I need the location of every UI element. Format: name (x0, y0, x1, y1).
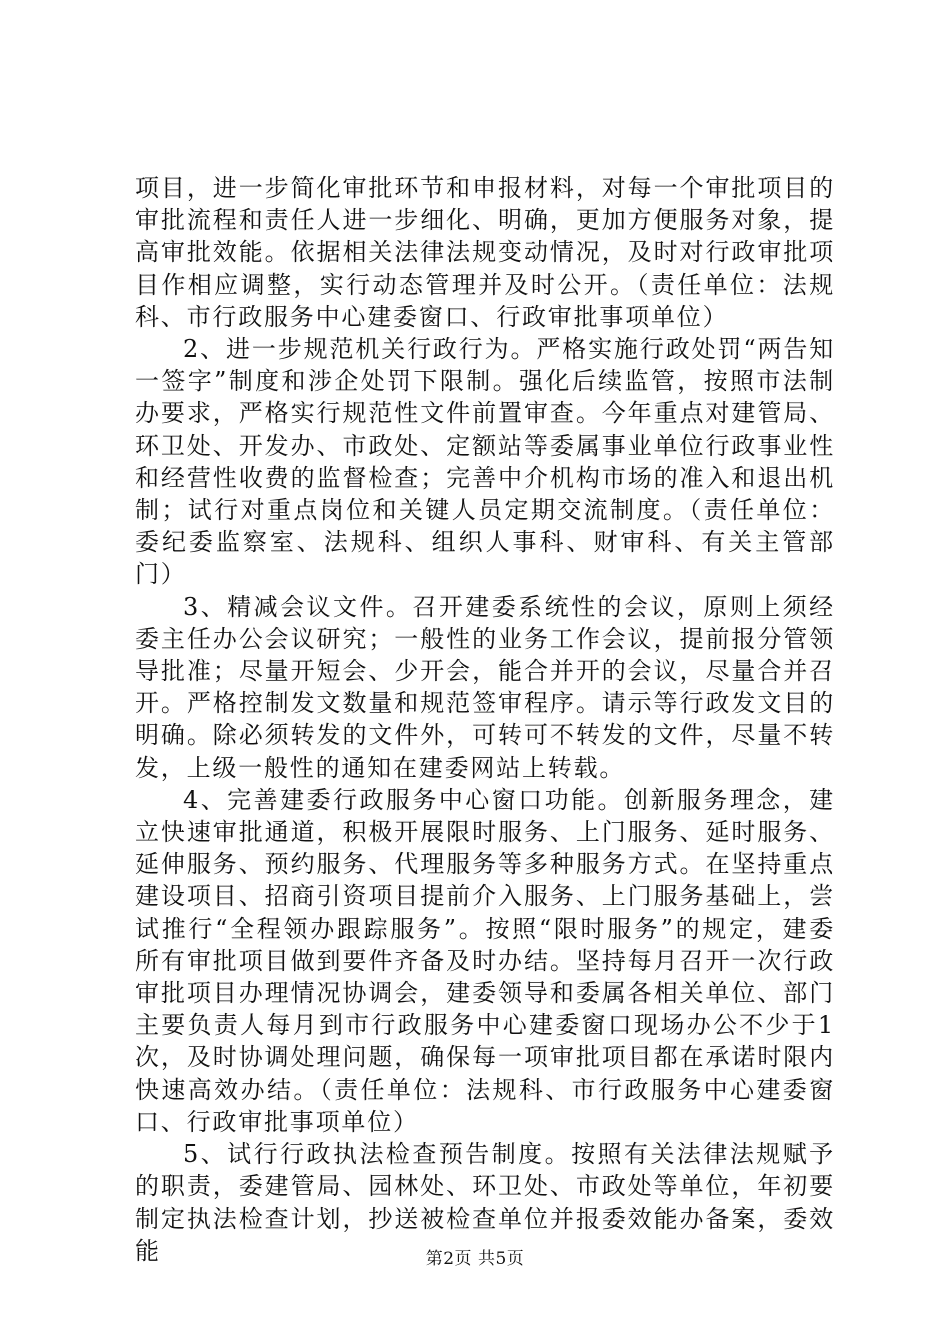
paragraph-item-2: 2、进一步规范机关行政行为。严格实施行政处罚“两告知一签字”制度和涉企处罚下限制。强化后续监管，按照市法制办要求，严格实行规范性文件前置审查。今年重点对建管局、环卫处、开发办、市政处、定额站等委属事业单位行政事业性和经营性收费的监督检查；完善中介机构市场的准入和退出机制；试行对重点岗位和关键人员定期交流制度。（责任单位：委纪委监察室、法规科、组织人事科、财审科、有关主管部门） (135, 335, 835, 589)
body-text (135, 172, 835, 1267)
paragraph-continuation: 项目，进一步简化审批环节和申报材料，对每一个审批项目的审批流程和责任人进一步细化、明确，更加方便服务对象，提高审批效能。依据相关法律法规变动情况，及时对行政审批项目作相应调整，实行动态管理并及时公开。（责任单位：法规科、市行政服务中心建委窗口、行政审批事项单位） (135, 174, 835, 331)
paragraph-item-5: 5、试行行政执法检查预告制度。按照有关法律法规赋予的职责，委建管局、园林处、环卫处、市政处等单位，年初要制定执法检查计划，抄送被检查单位并报委效能办备案，委效能 (135, 1140, 835, 1265)
paragraph-item-3: 3、精减会议文件。召开建委系统性的会议，原则上须经委主任办公会议研究；一般性的业务工作会议，提前报分管领导批准；尽量开短会、少开会，能合并开的会议，尽量合并召开。严格控制发文数量和规范签审程序。请示等行政发文目的明确。除必须转发的文件外，可转可不转发的文件，尽量不转发，上级一般性的通知在建委网站上转载。 (135, 592, 835, 782)
page-footer: 第2页 共5页 (425, 1249, 525, 1269)
paragraph-item-4: 4、完善建委行政服务中心窗口功能。创新服务理念，建立快速审批通道，积极开展限时服务、上门服务、延时服务、延伸服务、预约服务、代理服务等多种服务方式。在坚持重点建设项目、招商引资项目提前介入服务、上门服务基础上，尝试推行“全程领办跟踪服务”。按照“限时服务”的规定，建委所有审批项目做到要件齐备及时办结。坚持每月召开一次行政审批项目办理情况协调会，建委领导和委属各相关单位、部门主要负责人每月到市行政服务中心建委窗口现场办公不少于1次，及时协调处理问题，确保每一项审批项目都在承诺时限内快速高效办结。（责任单位：法规科、市行政服务中心建委窗口、行政审批事项单位） (135, 785, 835, 1136)
